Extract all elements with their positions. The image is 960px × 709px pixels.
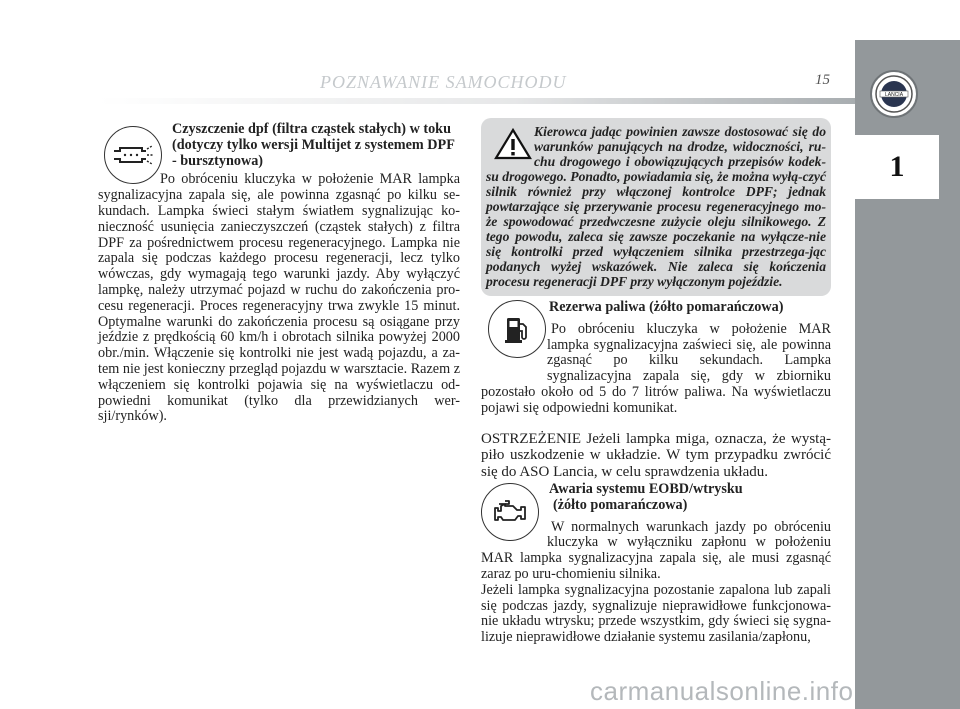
eobd-body1: W normalnych warunkach jazdy po obróceniu kluczyka w wyłączniku zapłonu w położeniu MAR lampka sygnalizacyjna zapala się, ale musi zgasnąć zaraz po uru-chomieniu silnika. [481, 518, 831, 582]
dpf-heading: Czyszczenie dpf (filtra cząstek stałych) w toku (dotyczy tylko wersji Multijet z systemem DPF - bursztynowa) [172, 121, 455, 169]
chapter-number: 1 [855, 135, 939, 199]
eobd-section [481, 482, 831, 646]
lancia-logo [870, 70, 918, 118]
page-title: POZNAWANIE SAMOCHODU [320, 72, 567, 92]
dpf-body: Po obróceniu kluczyka w położenie MAR lampka sygnalizacyjna zapala się, ale powinna zgasnąć po kilku se-kundach. Lampka świeci stałym światłem sygnalizując ko-nieczność usunięcia zanieczyszczeń (cząstek stałych) z filtra DPF za pośrednictwem procesu regeneracyjnego. Lampka nie zapala się podczas każdego procesu regeneracji, lecz tylko wówczas, gdy wymagają tego warunki jazdy. Aby wyłączyć lampkę, należy utrzymać pojazd w ruchu do zakończenia pro-cesu regeneracji. Proces regeneracyjny trwa zwykle 15 minut. Optymalne warunki do zakończenia procesu są osiągane przy jeździe z prędkością 60 km/h i obrotach silnika powyżej 2000 obr./min. Włączenie się kontrolki nie jest wadą pojazdu, a za-tem nie jest konieczny przegląd pojazdu w warsztacie. Razem z włączeniem się kontrolki pojawia się na wyświetlaczu od-powiedni komunikat (tylko dla przewidzianych wer-sji/rynków). [98, 171, 460, 425]
logo-text: LANCIA [884, 92, 904, 98]
eobd-body2: Jeżeli lampka sygnalizacyjna pozostanie zapalona lub zapali się podczas jazdy, sygnalizuje nieprawidłowe funkcjonowa-nie układu wtrysku; przede wszystkim, gdy świeci się sygna-lizuje nieprawidłowe działanie systemu zasilania/zapłonu, [481, 581, 831, 646]
eobd-heading-line1: Awaria systemu EOBD/wtrysku [549, 481, 743, 497]
header-rule [98, 98, 855, 104]
fuel-heading: Rezerwa paliwa (żółto pomarańczowa) [549, 299, 784, 315]
dpf-section [98, 122, 460, 425]
warning-text [486, 124, 826, 289]
page-header [98, 72, 838, 96]
warning-paragraph: Kierowca jadąc powinien zawsze dostosować się do warunków panujących na drodze, widoczności, ru-chu drogowego i obowiązujących przepisów kodek-su drogowego. Ponadto, powiadamia się, że można wyłą-czyć silnik również przy włączonej kontrolce DPF; jednak powtarzające się przerywanie procesu regeneracyjnego mo-że spowodować przedwczesne zużycie oleju silnikowego. Z tego powodu, zaleca się zawsze poczekanie na wyłącze-nie się kontrolki przed wyłączeniem silnika przestrzega-jąc podanych wyżej wskazówek. Nie zaleca się kończenia procesu regeneracji DPF przy wyłączonym pojeździe. [486, 124, 826, 289]
chapter-sidebar [855, 40, 960, 709]
fuel-body: Po obróceniu kluczyka w położenie MAR lampka sygnalizacyjna zaświeci się, ale powinna zgasnąć po kilku sekundach. Lampka sygnalizacyjna zapala się, gdy w zbiorniku pozostało około od 5 do 7 litrów paliwa. Na wyświetlaczu pojawi się odpowiedni komunikat. [481, 320, 831, 416]
eobd-heading-line2: (żółto pomarańczowa) [553, 496, 688, 513]
fuel-section [481, 300, 831, 480]
watermark: carmanualsonline.info [590, 676, 854, 706]
page-number: 15 [815, 72, 830, 88]
fuel-alert: OSTRZEŻENIE Jeżeli lampka miga, oznacza, że wystą-piło uszkodzenie w układzie. W tym przypadku zwrócić się do ASO Lancia, w celu sprawdzenia układu. [481, 430, 831, 480]
